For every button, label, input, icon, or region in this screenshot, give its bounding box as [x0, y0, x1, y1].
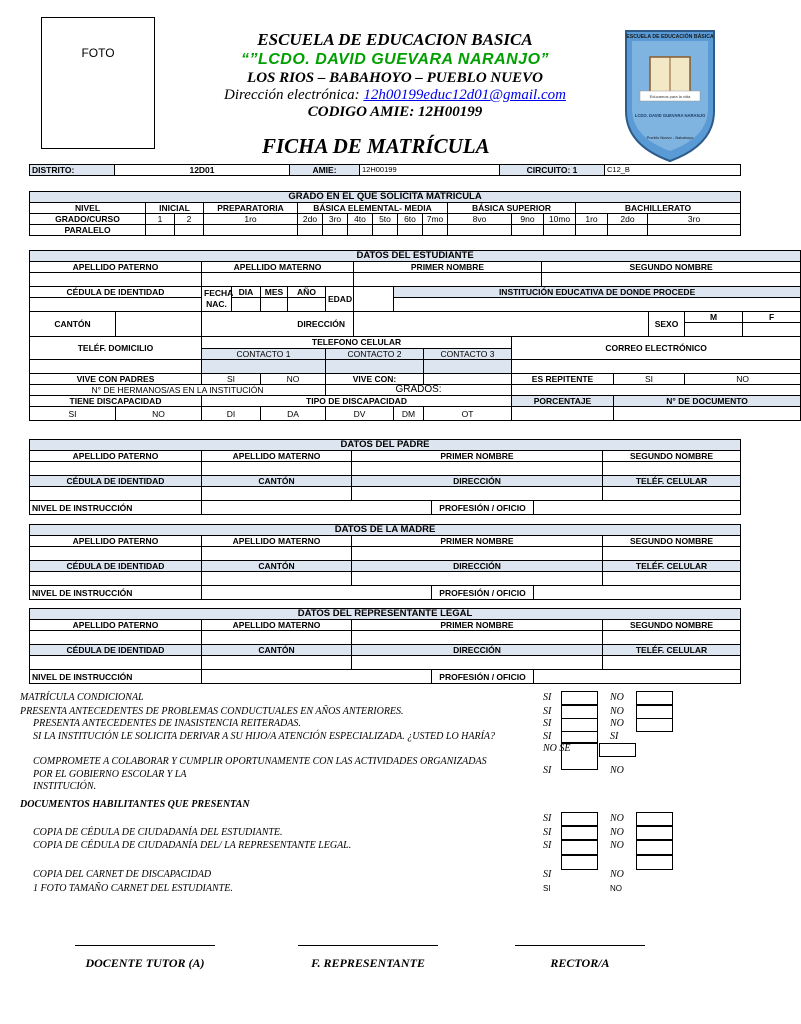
mother-canton-field[interactable] [202, 572, 352, 586]
si-label: SI [543, 884, 551, 893]
paralelo-cell[interactable] [323, 225, 348, 236]
apellido-paterno-field[interactable] [30, 273, 202, 287]
es-repitente-label: ES REPITENTE [512, 374, 614, 385]
decl-comprometer-3: INSTITUCIÓN. [33, 781, 97, 792]
doc-cedula-estudiante: COPIA DE CÉDULA DE CIUDADANÍA DEL ESTUDIANTE. [33, 827, 283, 838]
basica-elemental-label: BÁSICA ELEMENTAL- MEDIA [298, 203, 448, 214]
n-documento-field[interactable] [614, 407, 801, 421]
mother-cedula-field[interactable] [30, 572, 202, 586]
telef-domicilio-label: TELÉF. DOMICILIO [30, 337, 202, 360]
father-cedula-label: CÉDULA DE IDENTIDAD [30, 476, 202, 487]
contacto3-field[interactable] [424, 360, 512, 374]
school-crest-logo [622, 27, 718, 163]
vive-con-label: VIVE CON: [326, 374, 424, 385]
amie-value[interactable]: 12H00199 [360, 165, 500, 176]
rep-canton-label: CANTÓN [202, 645, 352, 656]
father-apellido-paterno-field[interactable] [30, 462, 202, 476]
grade-cell[interactable]: 3ro [648, 214, 741, 225]
circuito-value[interactable]: C12_B [605, 165, 741, 176]
rep-nivel-label: NIVEL DE INSTRUCCIÓN [30, 670, 202, 684]
tipo-di[interactable]: DI [202, 407, 261, 421]
si-label: SI [543, 765, 552, 776]
rep-direccion-label: DIRECCIÓN [352, 645, 603, 656]
rep-telef-label: TELÉF. CELULAR [603, 645, 741, 656]
grade-cell[interactable]: 2 [175, 214, 204, 225]
fecha-nac-label: FECHA NAC. [202, 287, 232, 312]
father-profesion-label: PROFESIÓN / OFICIO [432, 501, 534, 515]
mother-telef-field[interactable] [603, 572, 741, 586]
grade-cell[interactable]: 2do [608, 214, 648, 225]
mother-table [29, 524, 741, 600]
father-direccion-field[interactable] [352, 487, 603, 501]
no-label: NO [610, 718, 624, 729]
paralelo-cell[interactable] [608, 225, 648, 236]
checkbox-no[interactable] [636, 705, 673, 719]
father-telef-field[interactable] [603, 487, 741, 501]
checkbox-no[interactable] [636, 826, 673, 840]
sexo-m-label: M [685, 312, 743, 323]
doc-cedula-representante: COPIA DE CÉDULA DE CIUDADANÍA DEL/ LA REPRESENTANTE LEGAL. [33, 840, 352, 851]
grade-cell[interactable]: 3ro [323, 214, 348, 225]
rep-profesion-field[interactable] [534, 670, 741, 684]
signature-line-rector[interactable] [515, 945, 645, 946]
no-label: NO [610, 692, 624, 703]
direccion-label: DIRECCIÓN [202, 312, 354, 337]
contacto1-field[interactable] [202, 360, 326, 374]
father-direccion-label: DIRECCIÓN [352, 476, 603, 487]
direccion-field[interactable] [354, 312, 649, 337]
no-label: NO [610, 884, 622, 893]
paralelo-cell[interactable] [448, 225, 512, 236]
contacto3-label: CONTACTO 3 [424, 348, 512, 360]
apellido-materno-label: APELLIDO MATERNO [202, 262, 354, 273]
tipo-dv[interactable]: DV [326, 407, 394, 421]
email-line [160, 87, 630, 104]
father-canton-label: CANTÓN [202, 476, 352, 487]
grade-cell[interactable]: 10mo [544, 214, 576, 225]
checkbox-si[interactable] [561, 855, 598, 870]
mother-direccion-field[interactable] [352, 572, 603, 586]
mother-apellido-materno-field[interactable] [202, 547, 352, 561]
basica-superior-label: BÁSICA SUPERIOR [448, 203, 576, 214]
segundo-nombre-label: SEGUNDO NOMBRE [542, 262, 801, 273]
paralelo-cell[interactable] [512, 225, 544, 236]
school-type: ESCUELA DE EDUCACION BASICA [257, 30, 533, 49]
paralelo-cell[interactable] [544, 225, 576, 236]
father-canton-field[interactable] [202, 487, 352, 501]
checkbox-si[interactable] [561, 705, 598, 719]
paralelo-cell[interactable] [398, 225, 423, 236]
circuito-label: CIRCUITO: 1 [500, 165, 605, 176]
crest-name-text: LCDO. DAVID GUEVARA NARANJO [634, 113, 706, 118]
student-table [29, 250, 801, 421]
rep-apellido-paterno-field[interactable] [30, 631, 202, 645]
segundo-nombre-field[interactable] [542, 273, 801, 287]
checkbox-no[interactable] [636, 691, 673, 705]
rep-profesion-label: PROFESIÓN / OFICIO [432, 670, 534, 684]
school-name: “”LCDO. DAVID GUEVARA NARANJO” [240, 51, 550, 68]
tipo-discapacidad-label: TIPO DE DISCAPACIDAD [202, 396, 512, 407]
signature-label-tutor: DOCENTE TUTOR (A) [85, 956, 205, 970]
father-segundo-nombre-label: SEGUNDO NOMBRE [603, 451, 741, 462]
mother-profesion-label: PROFESIÓN / OFICIO [432, 586, 534, 600]
checkbox-si[interactable] [561, 812, 598, 826]
discapacidad-si[interactable]: SI [30, 407, 116, 421]
tipo-da[interactable]: DA [261, 407, 326, 421]
father-primer-nombre-label: PRIMER NOMBRE [352, 451, 603, 462]
hermanos-label: N° DE HERMANOS/AS EN LA INSTITUCIÓN [30, 385, 326, 396]
si-label: SI [543, 840, 552, 851]
mother-apellido-paterno-label: APELLIDO PATERNO [30, 536, 202, 547]
mother-nivel-field[interactable] [202, 586, 432, 600]
si-label: SI [543, 869, 552, 880]
mother-segundo-nombre-label: SEGUNDO NOMBRE [603, 536, 741, 547]
checkbox-no[interactable] [636, 840, 673, 855]
rep-cedula-label: CÉDULA DE IDENTIDAD [30, 645, 202, 656]
decl-comprometer-2: POR EL GOBIERNO ESCOLAR Y LA [33, 769, 187, 780]
si-label: SI [543, 813, 552, 824]
mother-direccion-label: DIRECCIÓN [352, 561, 603, 572]
grade-table [29, 191, 741, 236]
mes-label: MES [261, 287, 288, 298]
mother-apellido-materno-label: APELLIDO MATERNO [202, 536, 352, 547]
father-section-header: DATOS DEL PADRE [30, 440, 741, 451]
rep-nivel-field[interactable] [202, 670, 432, 684]
email-link[interactable]: 12h00199educ12d01@gmail.com [363, 87, 566, 103]
tipo-ot[interactable]: OT [424, 407, 512, 421]
decl-conductuales: PRESENTA ANTECEDENTES DE PROBLEMAS CONDUCTUALES EN AÑOS ANTERIORES. [20, 706, 404, 717]
mother-canton-label: CANTÓN [202, 561, 352, 572]
contacto2-label: CONTACTO 2 [326, 348, 424, 360]
photo-label: FOTO [81, 46, 115, 60]
mother-cedula-label: CÉDULA DE IDENTIDAD [30, 561, 202, 572]
rep-section-header: DATOS DEL REPRESENTANTE LEGAL [30, 609, 741, 620]
apellido-paterno-label: APELLIDO PATERNO [30, 262, 202, 273]
father-nivel-label: NIVEL DE INSTRUCCIÓN [30, 501, 202, 515]
no-label: NO [610, 813, 624, 824]
mes-field[interactable] [261, 298, 288, 312]
rep-primer-nombre-label: PRIMER NOMBRE [352, 620, 603, 631]
rep-canton-field[interactable] [202, 656, 352, 670]
grade-cell[interactable]: 6to [398, 214, 423, 225]
canton-field[interactable] [116, 312, 202, 337]
father-telef-label: TELÉF. CELULAR [603, 476, 741, 487]
amie-label: AMIE: [290, 165, 360, 176]
cedula-field[interactable] [30, 298, 202, 312]
decl-matricula-condicional: MATRÍCULA CONDICIONAL [20, 692, 144, 703]
sexo-m-field[interactable] [685, 323, 743, 337]
mother-section-header: DATOS DE LA MADRE [30, 525, 741, 536]
rep-apellido-materno-label: APELLIDO MATERNO [202, 620, 352, 631]
sexo-f-field[interactable] [743, 323, 801, 337]
checkbox-no-se[interactable] [561, 743, 598, 770]
paralelo-cell[interactable] [373, 225, 398, 236]
no-label: NO [610, 706, 624, 717]
anio-label: AÑO [288, 287, 326, 298]
grade-cell[interactable]: 2do [298, 214, 323, 225]
checkbox-no[interactable] [636, 718, 673, 732]
institucion-label: INSTITUCIÓN EDUCATIVA DE DONDE PROCEDE [394, 287, 801, 298]
paralelo-cell[interactable] [576, 225, 608, 236]
hermanos-field[interactable] [512, 385, 801, 396]
doc-carnet-discapacidad: COPIA DEL CARNET DE DISCAPACIDAD [33, 869, 212, 880]
checkbox-no[interactable] [636, 812, 673, 826]
primer-nombre-field[interactable] [354, 273, 542, 287]
school-location: LOS RIOS – BABAHOYO – PUEBLO NUEVO [247, 70, 543, 86]
grade-cell[interactable]: 4to [348, 214, 373, 225]
no-label: NO [610, 840, 624, 851]
mother-profesion-field[interactable] [534, 586, 741, 600]
grade-cell[interactable]: 5to [373, 214, 398, 225]
bachillerato-label: BACHILLERATO [576, 203, 741, 214]
rep-telef-field[interactable] [603, 656, 741, 670]
contacto1-label: CONTACTO 1 [202, 348, 326, 360]
form-title: FICHA DE MATRÍCULA [262, 134, 490, 158]
edad-field[interactable] [354, 287, 394, 312]
institucion-field[interactable] [394, 298, 801, 312]
primer-nombre-label: PRIMER NOMBRE [354, 262, 542, 273]
father-primer-nombre-field[interactable] [352, 462, 603, 476]
no-label: NO [610, 765, 624, 776]
inicial-label: INICIAL [146, 203, 204, 214]
email-label: Dirección electrónica: [224, 87, 360, 103]
paralelo-cell[interactable] [298, 225, 323, 236]
checkbox-si[interactable] [599, 743, 636, 757]
si-label: SI [543, 827, 552, 838]
contacto2-field[interactable] [326, 360, 424, 374]
repitente-si[interactable]: SI [614, 374, 685, 385]
grade-cell[interactable]: 8vo [448, 214, 512, 225]
apellido-materno-field[interactable] [202, 273, 354, 287]
checkbox-si[interactable] [561, 826, 598, 840]
district-table [29, 164, 741, 176]
checkbox-no[interactable] [636, 855, 673, 870]
porcentaje-label: PORCENTAJE [512, 396, 614, 407]
grade-cell[interactable]: 1 [146, 214, 175, 225]
cedula-label: CÉDULA DE IDENTIDAD [30, 287, 202, 298]
rep-apellido-paterno-label: APELLIDO PATERNO [30, 620, 202, 631]
anio-field[interactable] [288, 298, 326, 312]
telef-domicilio-field[interactable] [30, 360, 202, 374]
vive-con-padres-label: VIVE CON PADRES [30, 374, 202, 385]
mother-primer-nombre-label: PRIMER NOMBRE [352, 536, 603, 547]
father-profesion-field[interactable] [534, 501, 741, 515]
grados-label: GRADOS: [326, 385, 512, 396]
canton-label: CANTÓN [30, 312, 116, 337]
representative-table [29, 608, 741, 684]
rep-segundo-nombre-field[interactable] [603, 631, 741, 645]
dia-label: DIA [232, 287, 261, 298]
vive-padres-si[interactable]: SI [202, 374, 261, 385]
no-se-label: NO SE [543, 743, 571, 754]
tiene-discapacidad-label: TIENE DISCAPACIDAD [30, 396, 202, 407]
n-documento-label: N° DE DOCUMENTO [614, 396, 801, 407]
signature-line-representante[interactable] [298, 945, 438, 946]
preparatoria-label: PREPARATORIA [204, 203, 298, 214]
checkbox-si[interactable] [561, 840, 598, 855]
decl-comprometer-1: COMPROMETE A COLABORAR Y CUMPLIR OPORTUNAMENTE CON LAS ACTIVIDADES ORGANIZADAS [33, 756, 487, 767]
vive-padres-no[interactable]: NO [261, 374, 326, 385]
edad-label: EDAD [326, 287, 354, 312]
father-nivel-field[interactable] [202, 501, 432, 515]
mother-segundo-nombre-field[interactable] [603, 547, 741, 561]
paralelo-cell[interactable] [204, 225, 298, 236]
doc-foto: 1 FOTO TAMAÑO CARNET DEL ESTUDIANTE. [33, 883, 233, 894]
grade-section-header: GRADO EN EL QUE SOLICITA MATRICULA [30, 192, 741, 203]
distrito-label: DISTRITO: [30, 165, 115, 176]
decl-inasistencia: PRESENTA ANTECEDENTES DE INASISTENCIA REITERADAS. [33, 718, 301, 729]
rep-primer-nombre-field[interactable] [352, 631, 603, 645]
distrito-value[interactable]: 12D01 [115, 165, 290, 176]
amie-code: CODIGO AMIE: 12H00199 [307, 104, 483, 120]
father-table [29, 439, 741, 515]
father-cedula-field[interactable] [30, 487, 202, 501]
mother-telef-label: TELÉF. CELULAR [603, 561, 741, 572]
grado-curso-label: GRADO/CURSO [30, 214, 146, 225]
si-label: SI [543, 706, 552, 717]
paralelo-cell[interactable] [146, 225, 175, 236]
checkbox-si[interactable] [561, 691, 598, 705]
father-apellido-materno-label: APELLIDO MATERNO [202, 451, 352, 462]
grade-cell[interactable]: 1ro [576, 214, 608, 225]
tipo-dm[interactable]: DM [394, 407, 424, 421]
signature-label-rector: RECTOR/A [550, 956, 610, 970]
rep-apellido-materno-field[interactable] [202, 631, 352, 645]
paralelo-cell[interactable] [175, 225, 204, 236]
signature-line-tutor[interactable] [75, 945, 215, 946]
paralelo-cell[interactable] [348, 225, 373, 236]
si-label: SI [610, 731, 619, 742]
si-label: SI [543, 718, 552, 729]
repitente-no[interactable]: NO [685, 374, 801, 385]
paralelo-cell[interactable] [423, 225, 448, 236]
nivel-label: NIVEL [30, 203, 146, 214]
father-apellido-materno-field[interactable] [202, 462, 352, 476]
photo-box [41, 17, 155, 149]
no-label: NO [610, 827, 624, 838]
dia-field[interactable] [232, 298, 261, 312]
mother-nivel-label: NIVEL DE INSTRUCCIÓN [30, 586, 202, 600]
telefono-celular-label: TELEFONO CELULAR [202, 337, 512, 349]
mother-apellido-paterno-field[interactable] [30, 547, 202, 561]
discapacidad-no[interactable]: NO [116, 407, 202, 421]
checkbox-si[interactable] [561, 718, 598, 732]
paralelo-cell[interactable] [648, 225, 741, 236]
no-label: NO [610, 869, 624, 880]
mother-primer-nombre-field[interactable] [352, 547, 603, 561]
correo-label: CORREO ELECTRÓNICO [512, 337, 801, 360]
crest-top-text: ESCUELA DE EDUCACIÓN BÁSICA [626, 34, 714, 40]
father-segundo-nombre-field[interactable] [603, 462, 741, 476]
rep-direccion-field[interactable] [352, 656, 603, 670]
grade-cell[interactable]: 9no [512, 214, 544, 225]
paralelo-label: PARALELO [30, 225, 146, 236]
grade-cell[interactable]: 1ro [204, 214, 298, 225]
porcentaje-field[interactable] [512, 407, 614, 421]
rep-segundo-nombre-label: SEGUNDO NOMBRE [603, 620, 741, 631]
docs-title: DOCUMENTOS HABILITANTES QUE PRESENTAN [20, 799, 250, 810]
signature-label-representante: F. REPRESENTANTE [311, 956, 425, 970]
rep-cedula-field[interactable] [30, 656, 202, 670]
crest-ribbon-text: Educamos para la vida [649, 94, 691, 99]
decl-derivar: SI LA INSTITUCIÓN LE SOLICITA DERIVAR A SU HIJO/A ATENCIÓN ESPECIALIZADA. ¿USTED LO HARÍA? [33, 731, 496, 742]
grade-cell[interactable]: 7mo [423, 214, 448, 225]
crest-bottom-text: Pueblo Nuevo - Babahoyo [646, 135, 694, 140]
sexo-label: SEXO [649, 312, 685, 337]
checkbox-si[interactable] [561, 731, 598, 743]
si-label: SI [543, 731, 552, 742]
correo-field[interactable] [512, 360, 801, 374]
sexo-f-label: F [743, 312, 801, 323]
si-label: SI [543, 692, 552, 703]
vive-con-field[interactable] [424, 374, 512, 385]
student-section-header: DATOS DEL ESTUDIANTE [30, 251, 801, 262]
father-apellido-paterno-label: APELLIDO PATERNO [30, 451, 202, 462]
